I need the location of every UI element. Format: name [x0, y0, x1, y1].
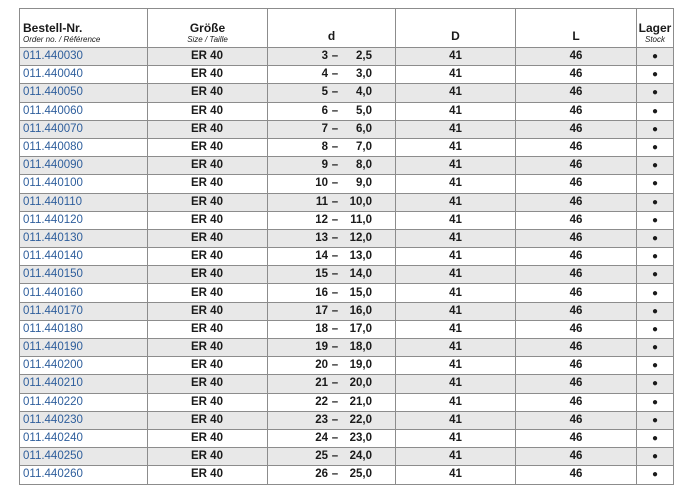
table-row	[20, 429, 674, 447]
outer-diameter-cell: 41	[396, 48, 516, 66]
header-L: L	[516, 9, 637, 48]
d-min-value: 23,0	[349, 432, 372, 445]
outer-diameter-cell: 41	[396, 429, 516, 447]
size-cell: ER 40	[148, 393, 268, 411]
d-range-cell	[268, 211, 396, 229]
d-range-dash: –	[331, 195, 339, 208]
table-row	[20, 266, 674, 284]
stock-dot-icon: ●	[637, 229, 674, 247]
outer-diameter-cell: 41	[396, 138, 516, 156]
d-range-dash: –	[331, 159, 339, 172]
stock-dot-icon: ●	[637, 266, 674, 284]
d-range-dash: –	[331, 50, 339, 63]
length-cell: 46	[516, 266, 637, 284]
stock-dot-icon: ●	[637, 339, 674, 357]
outer-diameter-cell: 41	[396, 448, 516, 466]
d-range-cell	[268, 84, 396, 102]
outer-diameter-cell: 41	[396, 193, 516, 211]
order-number-link[interactable]: 011.440080	[20, 138, 148, 156]
d-min-value: 13,0	[349, 250, 372, 263]
d-max-value: 17	[315, 304, 328, 317]
length-cell: 46	[516, 48, 637, 66]
header-size	[148, 9, 268, 48]
size-cell: ER 40	[148, 66, 268, 84]
table-row	[20, 175, 674, 193]
outer-diameter-cell: 41	[396, 175, 516, 193]
table-row	[20, 339, 674, 357]
d-min-value: 22,0	[349, 413, 372, 426]
d-range-dash: –	[331, 359, 339, 372]
product-table-container	[19, 8, 674, 485]
table-body	[20, 48, 674, 485]
d-range-dash: –	[331, 141, 339, 154]
length-cell: 46	[516, 193, 637, 211]
d-max-value: 22	[315, 395, 328, 408]
order-number-link[interactable]: 011.440140	[20, 248, 148, 266]
table-row	[20, 138, 674, 156]
outer-diameter-cell: 41	[396, 266, 516, 284]
d-range-cell	[268, 66, 396, 84]
d-range-cell	[268, 429, 396, 447]
order-number-link[interactable]: 011.440070	[20, 120, 148, 138]
length-cell: 46	[516, 157, 637, 175]
size-cell: ER 40	[148, 84, 268, 102]
stock-dot-icon: ●	[637, 320, 674, 338]
header-size-main: Größe	[189, 21, 226, 35]
outer-diameter-cell: 41	[396, 66, 516, 84]
outer-diameter-cell: 41	[396, 357, 516, 375]
length-cell: 46	[516, 175, 637, 193]
stock-dot-icon: ●	[637, 157, 674, 175]
d-range-cell	[268, 302, 396, 320]
length-cell: 46	[516, 138, 637, 156]
outer-diameter-cell: 41	[396, 411, 516, 429]
d-min-value: 20,0	[349, 377, 372, 390]
d-max-value: 25	[315, 450, 328, 463]
d-range-dash: –	[331, 268, 339, 281]
stock-dot-icon: ●	[637, 357, 674, 375]
header-size-sub: Size / Taille	[187, 35, 228, 44]
d-min-value: 12,0	[349, 231, 372, 244]
d-max-value: 3	[321, 50, 328, 63]
d-max-value: 9	[321, 159, 328, 172]
stock-dot-icon: ●	[637, 175, 674, 193]
stock-dot-icon: ●	[637, 448, 674, 466]
d-range-dash: –	[331, 377, 339, 390]
header-stock-main: Lager	[638, 21, 672, 35]
order-number-link[interactable]: 011.440230	[20, 411, 148, 429]
d-max-value: 18	[315, 322, 328, 335]
d-min-value: 19,0	[349, 359, 372, 372]
header-stock-sub: Stock	[644, 35, 665, 44]
outer-diameter-cell: 41	[396, 211, 516, 229]
d-range-dash: –	[331, 177, 339, 190]
order-number-link[interactable]: 011.440060	[20, 102, 148, 120]
d-max-value: 13	[315, 231, 328, 244]
header-stock	[637, 9, 674, 48]
length-cell: 46	[516, 66, 637, 84]
table-row	[20, 284, 674, 302]
table-row	[20, 211, 674, 229]
order-number-link[interactable]: 011.440170	[20, 302, 148, 320]
d-range-dash: –	[331, 250, 339, 263]
d-range-cell	[268, 102, 396, 120]
d-min-value: 21,0	[349, 395, 372, 408]
size-cell: ER 40	[148, 229, 268, 247]
length-cell: 46	[516, 302, 637, 320]
order-number-link[interactable]: 011.440250	[20, 448, 148, 466]
table-row	[20, 120, 674, 138]
stock-dot-icon: ●	[637, 466, 674, 484]
size-cell: ER 40	[148, 120, 268, 138]
outer-diameter-cell: 41	[396, 84, 516, 102]
length-cell: 46	[516, 466, 637, 484]
length-cell: 46	[516, 120, 637, 138]
size-cell: ER 40	[148, 193, 268, 211]
length-cell: 46	[516, 375, 637, 393]
d-min-value: 3,0	[356, 68, 372, 81]
outer-diameter-cell: 41	[396, 375, 516, 393]
d-range-cell	[268, 248, 396, 266]
d-range-dash: –	[331, 86, 339, 99]
stock-dot-icon: ●	[637, 120, 674, 138]
size-cell: ER 40	[148, 284, 268, 302]
length-cell: 46	[516, 411, 637, 429]
d-range-dash: –	[331, 395, 339, 408]
d-min-value: 11,0	[350, 213, 372, 226]
d-max-value: 15	[315, 268, 328, 281]
d-min-value: 18,0	[349, 341, 372, 354]
d-max-value: 14	[315, 250, 328, 263]
d-min-value: 16,0	[349, 304, 372, 317]
d-range-dash: –	[331, 122, 339, 135]
outer-diameter-cell: 41	[396, 466, 516, 484]
outer-diameter-cell: 41	[396, 102, 516, 120]
length-cell: 46	[516, 229, 637, 247]
d-range-cell	[268, 320, 396, 338]
table-row	[20, 102, 674, 120]
d-range-cell	[268, 393, 396, 411]
length-cell: 46	[516, 357, 637, 375]
d-min-value: 14,0	[349, 268, 372, 281]
d-max-value: 20	[315, 359, 328, 372]
outer-diameter-cell: 41	[396, 248, 516, 266]
d-min-value: 4,0	[356, 86, 372, 99]
order-number-link[interactable]: 011.440200	[20, 357, 148, 375]
order-number-link[interactable]: 011.440130	[20, 229, 148, 247]
stock-dot-icon: ●	[637, 411, 674, 429]
d-max-value: 16	[315, 286, 328, 299]
stock-dot-icon: ●	[637, 84, 674, 102]
size-cell: ER 40	[148, 466, 268, 484]
d-range-cell	[268, 138, 396, 156]
d-range-cell	[268, 284, 396, 302]
table-row	[20, 157, 674, 175]
length-cell: 46	[516, 211, 637, 229]
stock-dot-icon: ●	[637, 248, 674, 266]
order-number-link[interactable]: 011.440050	[20, 84, 148, 102]
length-cell: 46	[516, 102, 637, 120]
header-row	[20, 9, 674, 48]
length-cell: 46	[516, 429, 637, 447]
d-min-value: 9,0	[356, 177, 372, 190]
size-cell: ER 40	[148, 157, 268, 175]
stock-dot-icon: ●	[637, 102, 674, 120]
d-range-dash: –	[331, 68, 339, 81]
order-number-link[interactable]: 011.440030	[20, 48, 148, 66]
d-range-cell	[268, 120, 396, 138]
d-max-value: 4	[321, 68, 328, 81]
d-range-dash: –	[331, 322, 339, 335]
length-cell: 46	[516, 320, 637, 338]
d-min-value: 5,0	[356, 104, 372, 117]
size-cell: ER 40	[148, 48, 268, 66]
d-range-cell	[268, 266, 396, 284]
size-cell: ER 40	[148, 248, 268, 266]
outer-diameter-cell: 41	[396, 320, 516, 338]
size-cell: ER 40	[148, 357, 268, 375]
d-max-value: 24	[315, 432, 328, 445]
d-range-cell	[268, 448, 396, 466]
size-cell: ER 40	[148, 429, 268, 447]
d-range-dash: –	[331, 104, 339, 117]
outer-diameter-cell: 41	[396, 157, 516, 175]
header-order-sub: Order no. / Référence	[23, 35, 101, 44]
size-cell: ER 40	[148, 266, 268, 284]
table-row	[20, 466, 674, 484]
stock-dot-icon: ●	[637, 284, 674, 302]
d-range-cell	[268, 157, 396, 175]
stock-dot-icon: ●	[637, 375, 674, 393]
outer-diameter-cell: 41	[396, 284, 516, 302]
stock-dot-icon: ●	[637, 193, 674, 211]
d-min-value: 17,0	[349, 322, 372, 335]
header-order-main: Bestell-Nr.	[23, 21, 83, 35]
order-number-link[interactable]: 011.440190	[20, 339, 148, 357]
outer-diameter-cell: 41	[396, 393, 516, 411]
d-min-value: 24,0	[349, 450, 372, 463]
d-max-value: 12	[315, 213, 328, 226]
length-cell: 46	[516, 448, 637, 466]
size-cell: ER 40	[148, 175, 268, 193]
d-max-value: 5	[321, 86, 328, 99]
order-number-link[interactable]: 011.440110	[20, 193, 148, 211]
order-number-link[interactable]: 011.440090	[20, 157, 148, 175]
table-row	[20, 84, 674, 102]
d-max-value: 7	[321, 122, 328, 135]
stock-dot-icon: ●	[637, 66, 674, 84]
size-cell: ER 40	[148, 411, 268, 429]
length-cell: 46	[516, 339, 637, 357]
d-range-cell	[268, 48, 396, 66]
order-number-link[interactable]: 011.440100	[20, 175, 148, 193]
table-row	[20, 48, 674, 66]
outer-diameter-cell: 41	[396, 302, 516, 320]
header-D: D	[396, 9, 516, 48]
outer-diameter-cell: 41	[396, 120, 516, 138]
table-row	[20, 375, 674, 393]
table-row	[20, 248, 674, 266]
d-range-dash: –	[331, 231, 339, 244]
header-order-number	[20, 9, 148, 48]
d-min-value: 15,0	[349, 286, 372, 299]
d-max-value: 26	[315, 468, 328, 481]
size-cell: ER 40	[148, 102, 268, 120]
length-cell: 46	[516, 84, 637, 102]
header-d: d	[268, 9, 396, 48]
size-cell: ER 40	[148, 211, 268, 229]
d-range-cell	[268, 339, 396, 357]
d-min-value: 6,0	[356, 122, 372, 135]
d-range-dash: –	[331, 450, 339, 463]
size-cell: ER 40	[148, 320, 268, 338]
d-range-dash: –	[331, 468, 339, 481]
d-max-value: 11	[315, 195, 328, 208]
table-row	[20, 393, 674, 411]
d-min-value: 7,0	[356, 141, 372, 154]
size-cell: ER 40	[148, 138, 268, 156]
stock-dot-icon: ●	[637, 138, 674, 156]
d-min-value: 25,0	[349, 468, 372, 481]
d-min-value: 8,0	[356, 159, 372, 172]
length-cell: 46	[516, 393, 637, 411]
outer-diameter-cell: 41	[396, 339, 516, 357]
d-max-value: 21	[315, 377, 328, 390]
order-number-link[interactable]: 011.440040	[20, 66, 148, 84]
size-cell: ER 40	[148, 448, 268, 466]
length-cell: 46	[516, 248, 637, 266]
stock-dot-icon: ●	[637, 302, 674, 320]
d-range-dash: –	[331, 286, 339, 299]
d-range-dash: –	[331, 341, 339, 354]
table-row	[20, 229, 674, 247]
d-max-value: 19	[315, 341, 328, 354]
order-number-link[interactable]: 011.440120	[20, 211, 148, 229]
collet-product-table	[19, 8, 674, 485]
order-number-link[interactable]: 011.440150	[20, 266, 148, 284]
size-cell: ER 40	[148, 339, 268, 357]
table-row	[20, 66, 674, 84]
d-range-cell	[268, 357, 396, 375]
d-range-cell	[268, 193, 396, 211]
size-cell: ER 40	[148, 302, 268, 320]
d-max-value: 6	[321, 104, 328, 117]
table-header	[20, 9, 674, 48]
table-row	[20, 448, 674, 466]
d-range-dash: –	[331, 304, 339, 317]
d-range-cell	[268, 229, 396, 247]
table-row	[20, 357, 674, 375]
d-min-value: 2,5	[356, 50, 372, 63]
order-number-link[interactable]: 011.440260	[20, 466, 148, 484]
d-max-value: 10	[315, 177, 328, 190]
d-range-dash: –	[331, 413, 339, 426]
order-number-link[interactable]: 011.440160	[20, 284, 148, 302]
d-range-cell	[268, 466, 396, 484]
d-range-cell	[268, 375, 396, 393]
size-cell: ER 40	[148, 375, 268, 393]
stock-dot-icon: ●	[637, 211, 674, 229]
d-max-value: 8	[321, 141, 328, 154]
outer-diameter-cell: 41	[396, 229, 516, 247]
d-range-dash: –	[331, 213, 339, 226]
order-number-link[interactable]: 011.440180	[20, 320, 148, 338]
d-range-cell	[268, 411, 396, 429]
stock-dot-icon: ●	[637, 48, 674, 66]
d-max-value: 23	[315, 413, 328, 426]
length-cell: 46	[516, 284, 637, 302]
stock-dot-icon: ●	[637, 429, 674, 447]
table-row	[20, 320, 674, 338]
d-range-cell	[268, 175, 396, 193]
table-row	[20, 411, 674, 429]
d-range-dash: –	[331, 432, 339, 445]
order-number-link[interactable]: 011.440210	[20, 375, 148, 393]
stock-dot-icon: ●	[637, 393, 674, 411]
d-min-value: 10,0	[349, 195, 372, 208]
table-row	[20, 302, 674, 320]
order-number-link[interactable]: 011.440220	[20, 393, 148, 411]
table-row	[20, 193, 674, 211]
order-number-link[interactable]: 011.440240	[20, 429, 148, 447]
